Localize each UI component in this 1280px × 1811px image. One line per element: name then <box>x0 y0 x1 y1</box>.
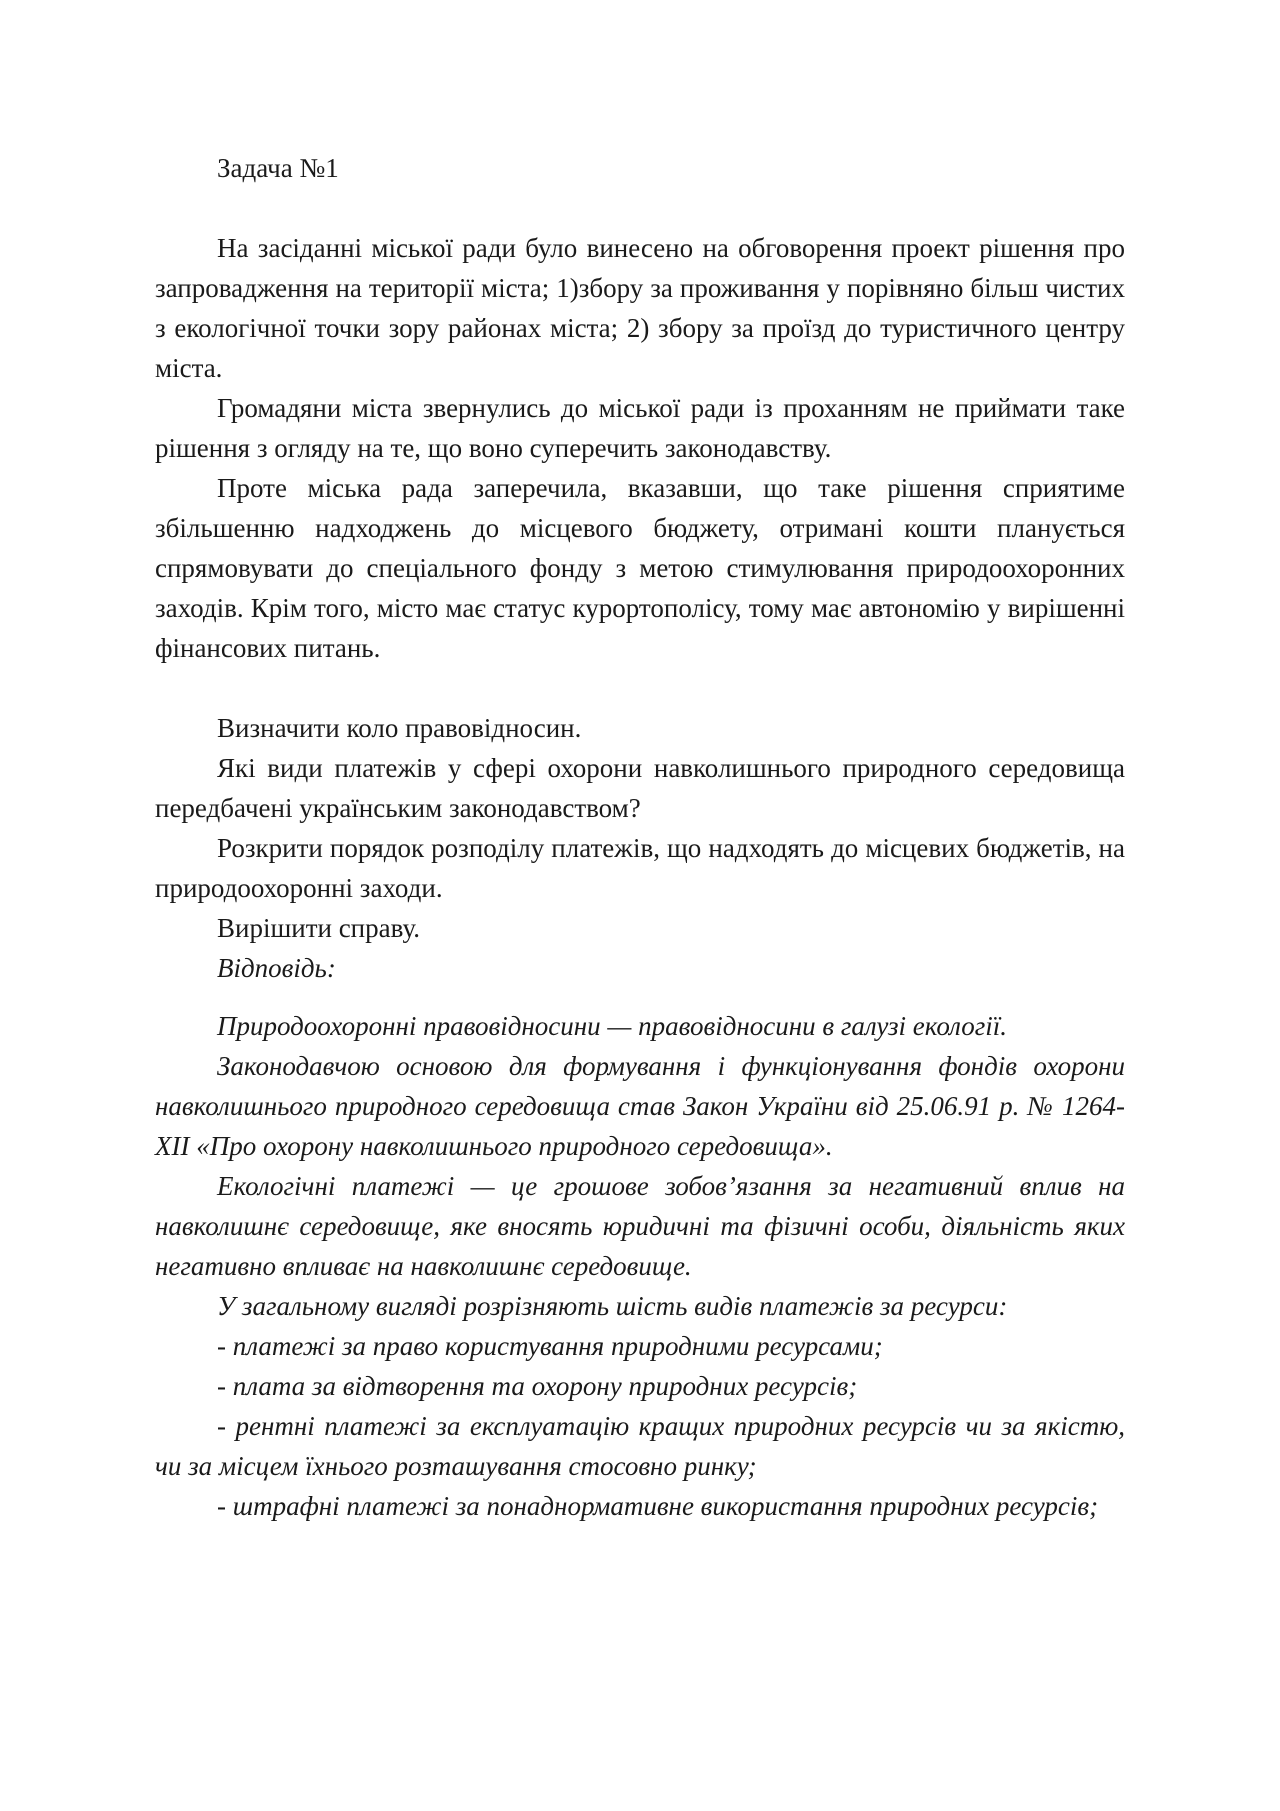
document-page <box>155 148 1125 1526</box>
answer-paragraph-3: Екологічні платежі — це грошове зобов’язання за негативний вплив на навколишнє середовище, яке вносять юридичні та фізичні особи, діяльність яких негативно впливає на навколишнє середовище. <box>155 1171 1125 1281</box>
answer-label: Відповідь: <box>217 953 336 983</box>
answer-paragraph-4: У загальному вигляді розрізняють шість видів платежів за ресурси: <box>217 1291 1008 1321</box>
document-title: Задача №1 <box>217 153 339 183</box>
answer-list-item-2: - плата за відтворення та охорону природних ресурсів; <box>217 1371 858 1401</box>
answer-list-item-1: - платежі за право користування природними ресурсами; <box>217 1331 883 1361</box>
answer-list-item-4: - штрафні платежі за понаднормативне використання природних ресурсів; <box>217 1491 1099 1521</box>
question-1: Визначити коло правовідносин. <box>217 713 582 743</box>
question-3: Розкрити порядок розподілу платежів, що надходять до місцевих бюджетів, на природоохоронні заходи. <box>155 833 1125 903</box>
task-paragraph-3: Проте міська рада заперечила, вказавши, що таке рішення сприятиме збільшенню надходжень до місцевого бюджету, отримані кошти планується спрямовувати до спеціального фонду з метою стимулювання природоохоронних заходів. Крім того, місто має статус курортополісу, тому має автономію у вирішенні фінансових питань. <box>155 473 1125 663</box>
question-4: Вирішити справу. <box>217 913 420 943</box>
answer-paragraph-1: Природоохоронні правовідносини — правовідносини в галузі екології. <box>217 1011 1008 1041</box>
question-2: Які види платежів у сфері охорони навколишнього природного середовища передбачені українським законодавством? <box>155 753 1125 823</box>
task-paragraph-1: На засіданні міської ради було винесено на обговорення проект рішення про запровадження на території міста; 1)збору за проживання у порівняно більш чистих з екологічної точки зору районах міста; 2) збору за проїзд до туристичного центру міста. <box>155 233 1125 383</box>
task-paragraph-2: Громадяни міста звернулись до міської ради із проханням не приймати таке рішення з огляду на те, що воно суперечить законодавству. <box>155 393 1125 463</box>
answer-list-item-3: - рентні платежі за експлуатацію кращих природних ресурсів чи за якістю, чи за місцем їхнього розташування стосовно ринку; <box>155 1411 1125 1481</box>
answer-paragraph-2: Законодавчою основою для формування і функціонування фондів охорони навколишнього природного середовища став Закон України від 25.06.91 р. № 1264-XII «Про охорону навколишнього природного середовища». <box>155 1051 1125 1161</box>
